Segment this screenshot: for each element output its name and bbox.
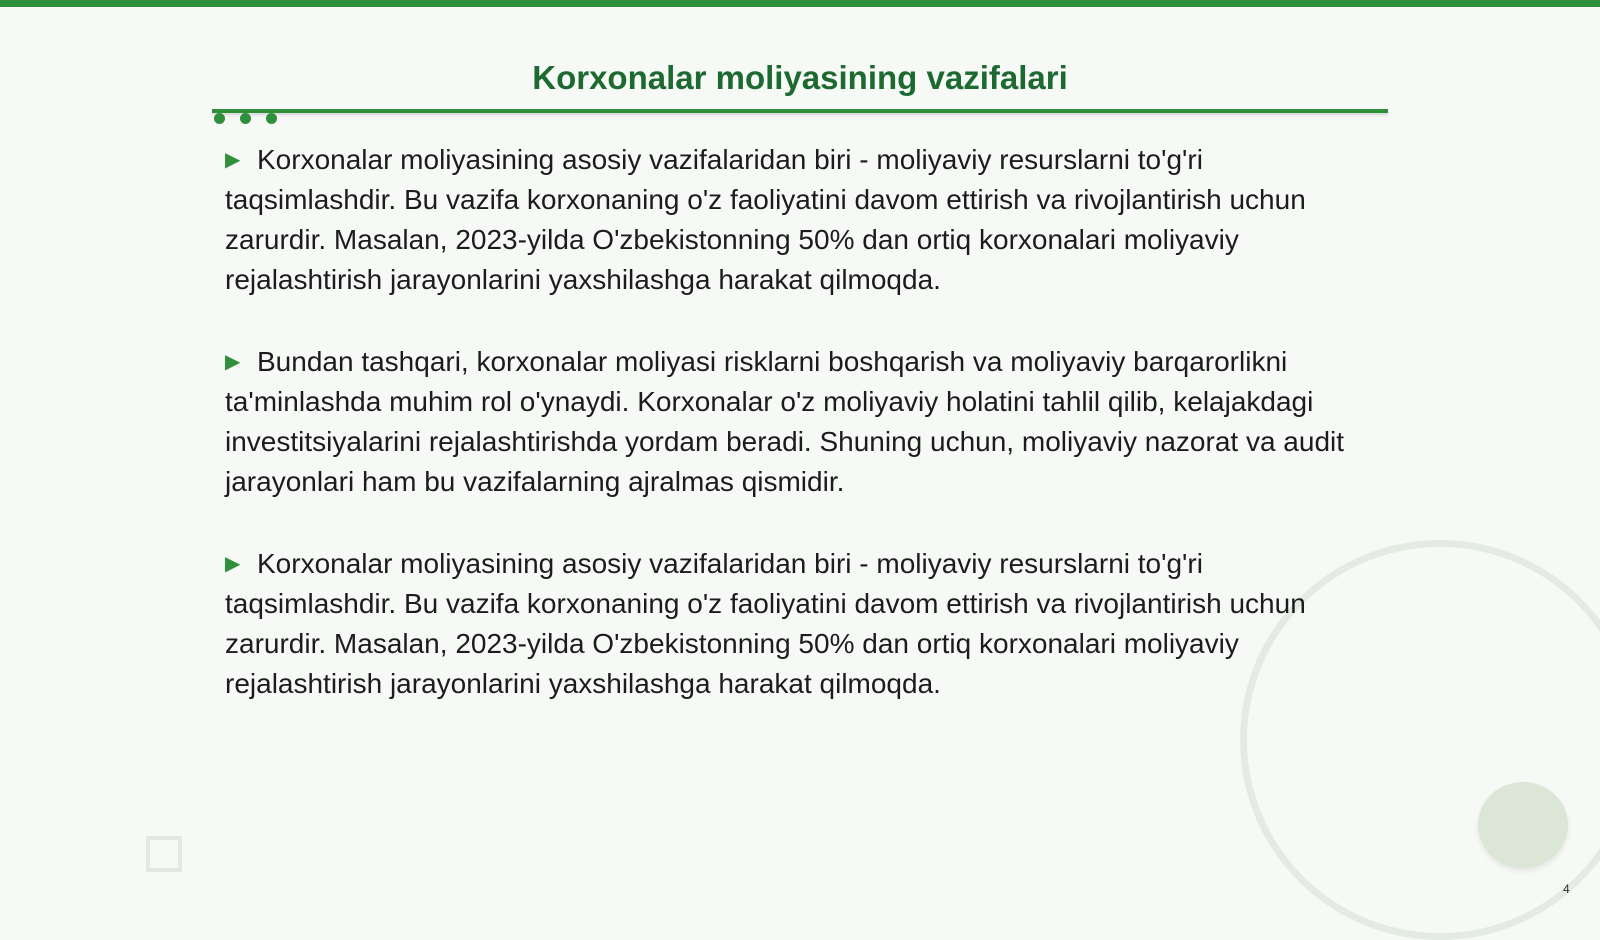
bullet-paragraph <box>225 342 1375 502</box>
bullet-paragraph <box>225 140 1375 300</box>
triangle-right-bullet-icon: ▶ <box>225 351 241 373</box>
decorative-square <box>146 836 182 872</box>
decorative-dot <box>214 113 225 124</box>
decorative-dot <box>266 113 277 124</box>
triangle-right-bullet-icon: ▶ <box>225 553 241 575</box>
bullet-text: Korxonalar moliyasining asosiy vazifalaridan biri - moliyaviy resurslarni to'g'ri taqsimlashdir. Bu vazifa korxonaning o'z faoliyatini davom ettirish va rivojlantirish uchun zarurdir. Masalan, 2023-yilda O'zbekistonning 50% dan ortiq korxonalari moliyaviy rejalashtirish jarayonlarini yaxshilashga harakat qilmoqda. <box>225 548 1306 699</box>
page-number: 4 <box>1563 882 1570 896</box>
bullet-text: Bundan tashqari, korxonalar moliyasi risklarni boshqarish va moliyaviy barqarorlikni ta'minlashda muhim rol o'ynaydi. Korxonalar o'z moliyaviy holatini tahlil qilib, kelajakdagi investitsiyalarini rejalashtirishda yordam beradi. Shuning uchun, moliyaviy nazorat va audit jarayonlari ham bu vazifalarning ajralmas qismidir. <box>225 346 1345 497</box>
bullet-text: Korxonalar moliyasining asosiy vazifalaridan biri - moliyaviy resurslarni to'g'ri taqsimlashdir. Bu vazifa korxonaning o'z faoliyatini davom ettirish va rivojlantirish uchun zarurdir. Masalan, 2023-yilda O'zbekistonning 50% dan ortiq korxonalari moliyaviy rejalashtirish jarayonlarini yaxshilashga harakat qilmoqda. <box>225 144 1306 295</box>
triangle-right-bullet-icon: ▶ <box>225 149 241 171</box>
top-accent-bar <box>0 0 1600 7</box>
title-underline <box>212 109 1388 113</box>
decorative-dot <box>240 113 251 124</box>
slide-body <box>225 140 1375 746</box>
decorative-circle <box>1478 782 1568 868</box>
slide-title: Korxonalar moliyasining vazifalari <box>532 59 1068 96</box>
bullet-paragraph <box>225 544 1375 704</box>
